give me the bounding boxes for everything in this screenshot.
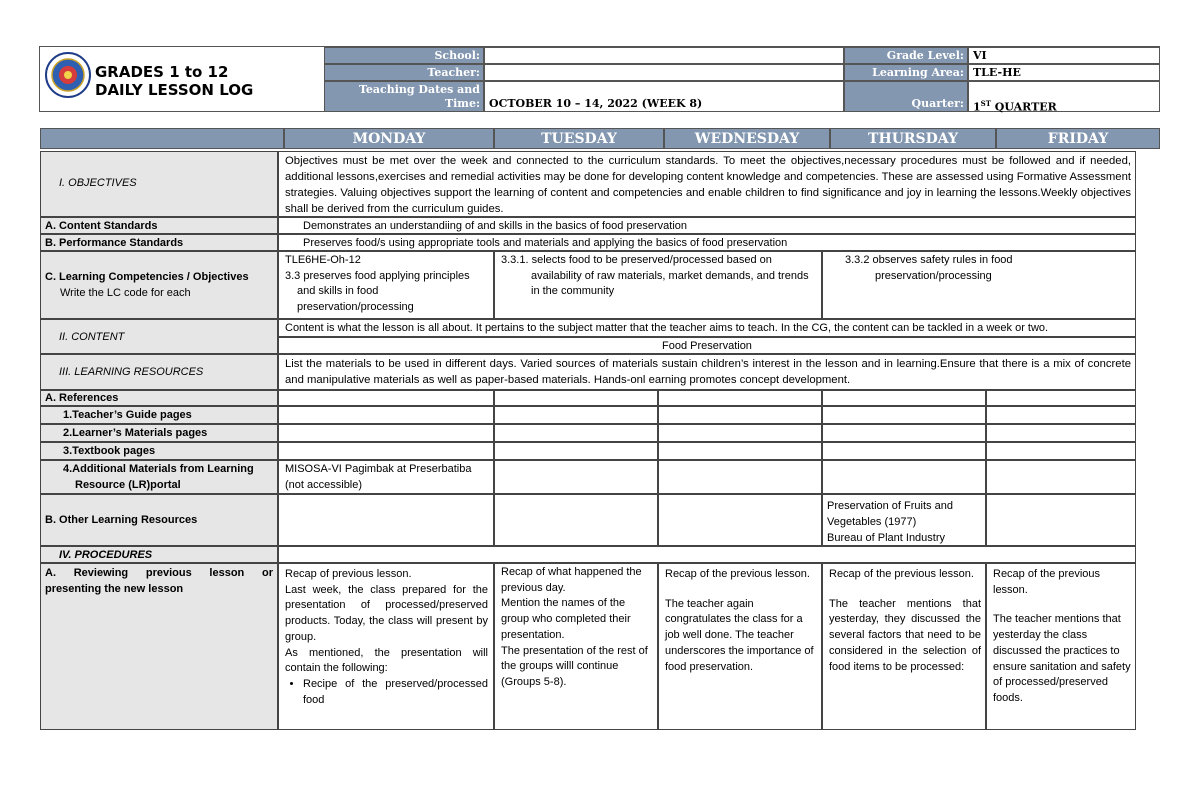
olr-thursday-line3: Bureau of Plant Industry — [827, 532, 946, 544]
am-label-line1: 4.Additional Materials from Learning — [63, 463, 254, 475]
review-monday-list — [285, 677, 488, 708]
review-monday-p1: Recap of previous lesson. — [285, 568, 412, 580]
area-label: Learning Area: — [844, 64, 968, 81]
day-header-monday: MONDAY — [284, 128, 494, 149]
learners-materials-label: 2.Learner’s Materials pages — [40, 424, 278, 442]
lm-friday — [986, 424, 1136, 442]
tg-monday — [278, 406, 494, 424]
review-monday-p3: As mentioned, the presentation will contain the following: — [285, 646, 488, 675]
dates-value: OCTOBER 10 – 14, 2022 (WEEK 8) — [484, 81, 844, 112]
teacher-value — [484, 64, 844, 81]
lc-code: TLE6HE-Oh-12 — [285, 254, 361, 266]
resources-label: III. LEARNING RESOURCES — [40, 354, 278, 390]
review-tuesday-p2: Mention the names of the group who completed their presentation. — [501, 597, 631, 641]
day-header-wednesday: WEDNESDAY — [664, 128, 830, 149]
tg-friday — [986, 406, 1136, 424]
olr-monday — [278, 494, 494, 546]
olr-friday — [986, 494, 1136, 546]
school-value — [484, 47, 844, 64]
tb-monday — [278, 442, 494, 460]
references-wednesday — [658, 390, 822, 406]
olr-thursday-line1: Preservation of Fruits and — [827, 500, 953, 512]
lc-tuesday-text: 3.3.1. selects food to be preserved/processed based on availability of raw materials, market demands, and trends in the community — [501, 254, 809, 297]
competencies-monday — [278, 251, 494, 319]
lc-monday-text: 3.3 preserves food applying principles and skills in food preservation/processing — [285, 269, 470, 313]
day-header-blank — [40, 128, 284, 149]
performance-standards-label: B. Performance Standards — [40, 234, 278, 251]
school-label: School: — [324, 47, 484, 64]
tb-thursday — [822, 442, 986, 460]
day-header-friday: FRIDAY — [996, 128, 1160, 149]
deped-seal-logo — [45, 52, 91, 98]
dll-title-line2: DAILY LESSON LOG — [95, 81, 254, 99]
am-thursday — [822, 460, 986, 494]
other-resources-label: B. Other Learning Resources — [40, 494, 278, 546]
tg-tuesday — [494, 406, 658, 424]
review-tuesday-p1: Recap of what happened the previous day. — [501, 566, 642, 594]
quarter-num: 1 — [973, 100, 981, 114]
objectives-label: I. OBJECTIVES — [40, 151, 278, 217]
quarter-label: Quarter: — [844, 81, 968, 112]
review-thursday-p2: The teacher mentions that yesterday, they discussed the several factors that need to be considered in the selection of food items to be processed: — [829, 597, 981, 673]
additional-materials-label — [40, 460, 278, 494]
lm-thursday — [822, 424, 986, 442]
content-standards-label: A. Content Standards — [40, 217, 278, 234]
grade-value: VI — [968, 47, 1160, 64]
review-label: A. Reviewing previous lesson or presenting the new lesson — [40, 563, 278, 730]
competencies-thursday — [822, 251, 1136, 319]
olr-thursday-line2: Vegetables (1977) — [827, 516, 917, 528]
review-friday-p2: The teacher mentions that yesterday the class discussed the practices to ensure sanitation and safety of processed/preserved foods. — [993, 613, 1131, 704]
review-monday-p2: Last week, the class prepared for the presentation of processed/preserved products. Today, the class will present by group. — [285, 583, 488, 643]
review-friday-p1: Recap of the previous lesson. — [993, 568, 1101, 596]
dates-label-line1: Teaching Dates and — [358, 83, 480, 96]
performance-standards-text: Preserves food/s using appropriate tools and materials and applying the basics of food preservation — [278, 234, 1136, 251]
lm-tuesday — [494, 424, 658, 442]
textbook-label: 3.Textbook pages — [40, 442, 278, 460]
objectives-text: Objectives must be met over the week and connected to the curriculum standards. To meet the objectives,necessary procedures must be followed and if needed, additional lessons,exercises and remedial activities may be done for developing content knowledge and competencies. These are assessed using Formative Assessment strategies. Valuing objectives support the learning of content and competencies and enable children to find significance and joy in learning the lessons.Weekly objectives shall be derived from the curriculum guides. — [278, 151, 1136, 217]
tg-wednesday — [658, 406, 822, 424]
competencies-tuesday — [494, 251, 822, 319]
lm-monday — [278, 424, 494, 442]
dates-label-line2: Time: — [444, 97, 480, 110]
am-friday — [986, 460, 1136, 494]
review-wednesday-p1: Recap of the previous lesson. — [665, 568, 810, 580]
content-label: II. CONTENT — [40, 319, 278, 354]
review-thursday — [822, 563, 986, 730]
competencies-label-line2: Write the LC code for each — [60, 286, 191, 299]
olr-wednesday — [658, 494, 822, 546]
procedures-label: IV. PROCEDURES — [40, 546, 278, 563]
review-monday — [278, 563, 494, 730]
day-header-thursday: THURSDAY — [830, 128, 996, 149]
references-label: A. References — [40, 390, 278, 406]
references-friday — [986, 390, 1136, 406]
grade-label: Grade Level: — [844, 47, 968, 64]
lc-thursday-text: 3.3.2 observes safety rules in food preservation/processing — [845, 254, 1013, 282]
teachers-guide-label: 1.Teacher’s Guide pages — [40, 406, 278, 424]
olr-tuesday — [494, 494, 658, 546]
content-text: Content is what the lesson is all about. It pertains to the subject matter that the teacher aims to teach. In the CG, the content can be tackled in a week or two. — [278, 319, 1136, 337]
quarter-rest: QUARTER — [990, 100, 1057, 114]
review-monday-bullet: • Recipe of the preserved/processed food — [303, 677, 488, 708]
content-standards-text: Demonstrates an understandiing of and skills in the basics of food preservation — [278, 217, 1136, 234]
dll-title-line1: GRADES 1 to 12 — [95, 63, 229, 81]
review-wednesday — [658, 563, 822, 730]
references-tuesday — [494, 390, 658, 406]
quarter-value — [968, 81, 1160, 112]
review-thursday-p1: Recap of the previous lesson. — [829, 568, 974, 580]
tb-tuesday — [494, 442, 658, 460]
content-topic: Food Preservation — [278, 337, 1136, 354]
quarter-sup: ST — [980, 99, 991, 108]
references-thursday — [822, 390, 986, 406]
am-monday: MISOSA-VI Pagimbak at Preserbatiba (not accessible) — [278, 460, 494, 494]
am-tuesday — [494, 460, 658, 494]
review-friday — [986, 563, 1136, 730]
competencies-label-line1: C. Learning Competencies / Objectives — [45, 271, 249, 283]
dates-label — [324, 81, 484, 112]
procedures-blank — [278, 546, 1136, 563]
teacher-label: Teacher: — [324, 64, 484, 81]
day-header-tuesday: TUESDAY — [494, 128, 664, 149]
tg-thursday — [822, 406, 986, 424]
olr-thursday — [822, 494, 986, 546]
area-value: TLE-HE — [968, 64, 1160, 81]
tb-friday — [986, 442, 1136, 460]
references-monday — [278, 390, 494, 406]
review-tuesday — [494, 563, 658, 730]
am-label-line2: Resource (LR)portal — [75, 478, 181, 491]
tb-wednesday — [658, 442, 822, 460]
review-tuesday-p3: The presentation of the rest of the groups willl continue (Groups 5-8). — [501, 644, 648, 688]
lm-wednesday — [658, 424, 822, 442]
am-wednesday — [658, 460, 822, 494]
competencies-label — [40, 251, 278, 319]
review-wednesday-p2: The teacher again congratulates the class for a job well done. The teacher underscores the importance of food preservation. — [665, 597, 814, 673]
resources-text: List the materials to be used in different days. Varied sources of materials sustain children’s interest in the lesson and in learning.Ensure that there is a mix of concrete and manipulative materials as well as paper-based materials. Hands-onl earning promotes concept development. — [278, 354, 1136, 390]
